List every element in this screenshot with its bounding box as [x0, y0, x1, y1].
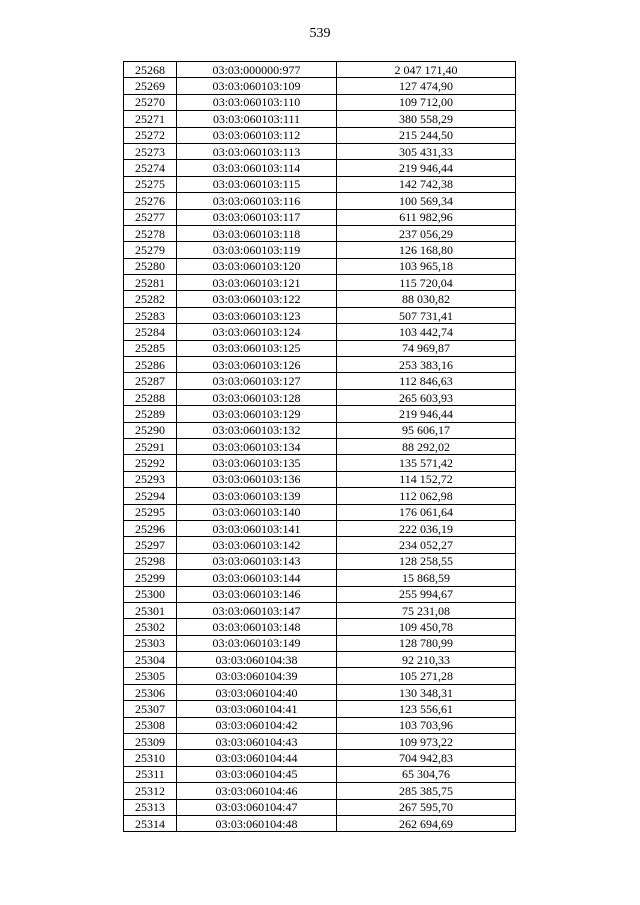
row-number-cell: 25272	[124, 127, 177, 143]
cadastral-number-cell: 03:03:060103:125	[177, 340, 337, 356]
table-row	[124, 684, 516, 700]
table-row	[124, 340, 516, 356]
row-number-cell: 25306	[124, 684, 177, 700]
value-cell: 128 780,99	[337, 635, 516, 651]
row-number-cell: 25275	[124, 176, 177, 192]
value-cell: 135 571,42	[337, 455, 516, 471]
table-row	[124, 734, 516, 750]
cadastral-number-cell: 03:03:060103:117	[177, 209, 337, 225]
cadastral-number-cell: 03:03:060103:110	[177, 94, 337, 110]
value-cell: 142 742,38	[337, 176, 516, 192]
cadastral-value-table	[123, 61, 516, 832]
value-cell: 253 383,16	[337, 357, 516, 373]
value-cell: 305 431,33	[337, 143, 516, 159]
table-row	[124, 143, 516, 159]
cadastral-number-cell: 03:03:060103:129	[177, 406, 337, 422]
value-cell: 74 969,87	[337, 340, 516, 356]
table-row	[124, 520, 516, 536]
row-number-cell: 25295	[124, 504, 177, 520]
row-number-cell: 25312	[124, 783, 177, 799]
row-number-cell: 25296	[124, 520, 177, 536]
cadastral-number-cell: 03:03:060103:126	[177, 357, 337, 373]
row-number-cell: 25305	[124, 668, 177, 684]
cadastral-number-cell: 03:03:060103:124	[177, 324, 337, 340]
row-number-cell: 25313	[124, 799, 177, 815]
cadastral-number-cell: 03:03:060103:118	[177, 225, 337, 241]
cadastral-number-cell: 03:03:060103:120	[177, 258, 337, 274]
row-number-cell: 25290	[124, 422, 177, 438]
value-cell: 115 720,04	[337, 275, 516, 291]
row-number-cell: 25286	[124, 357, 177, 373]
cadastral-number-cell: 03:03:060103:139	[177, 488, 337, 504]
value-cell: 109 712,00	[337, 94, 516, 110]
row-number-cell: 25274	[124, 160, 177, 176]
row-number-cell: 25293	[124, 471, 177, 487]
cadastral-number-cell: 03:03:060103:128	[177, 389, 337, 405]
table-row	[124, 619, 516, 635]
row-number-cell: 25307	[124, 701, 177, 717]
row-number-cell: 25279	[124, 242, 177, 258]
row-number-cell: 25280	[124, 258, 177, 274]
cadastral-number-cell: 03:03:060103:134	[177, 438, 337, 454]
table-row	[124, 209, 516, 225]
value-cell: 103 703,96	[337, 717, 516, 733]
table-row	[124, 291, 516, 307]
value-cell: 215 244,50	[337, 127, 516, 143]
value-cell: 2 047 171,40	[337, 62, 516, 78]
cadastral-number-cell: 03:03:060104:42	[177, 717, 337, 733]
table-row	[124, 504, 516, 520]
cadastral-number-cell: 03:03:060103:116	[177, 193, 337, 209]
cadastral-number-cell: 03:03:060103:119	[177, 242, 337, 258]
table-row	[124, 324, 516, 340]
table-row	[124, 160, 516, 176]
cadastral-number-cell: 03:03:060103:123	[177, 307, 337, 323]
row-number-cell: 25282	[124, 291, 177, 307]
cadastral-number-cell: 03:03:060103:148	[177, 619, 337, 635]
table-row	[124, 570, 516, 586]
value-cell: 237 056,29	[337, 225, 516, 241]
cadastral-number-cell: 03:03:060104:41	[177, 701, 337, 717]
cadastral-number-cell: 03:03:060104:46	[177, 783, 337, 799]
table-row	[124, 242, 516, 258]
row-number-cell: 25276	[124, 193, 177, 209]
table-row	[124, 553, 516, 569]
table-row	[124, 62, 516, 78]
row-number-cell: 25297	[124, 537, 177, 553]
row-number-cell: 25278	[124, 225, 177, 241]
row-number-cell: 25300	[124, 586, 177, 602]
value-cell: 507 731,41	[337, 307, 516, 323]
cadastral-number-cell: 03:03:060103:136	[177, 471, 337, 487]
value-cell: 176 061,64	[337, 504, 516, 520]
value-cell: 95 606,17	[337, 422, 516, 438]
page-number: 539	[309, 26, 331, 41]
value-cell: 109 450,78	[337, 619, 516, 635]
table-row	[124, 602, 516, 618]
table-row	[124, 78, 516, 94]
table-row	[124, 357, 516, 373]
table-row	[124, 389, 516, 405]
cadastral-number-cell: 03:03:060103:122	[177, 291, 337, 307]
cadastral-number-cell: 03:03:060103:111	[177, 111, 337, 127]
value-cell: 255 994,67	[337, 586, 516, 602]
value-cell: 112 846,63	[337, 373, 516, 389]
row-number-cell: 25284	[124, 324, 177, 340]
row-number-cell: 25269	[124, 78, 177, 94]
table-body	[124, 62, 516, 832]
row-number-cell: 25270	[124, 94, 177, 110]
cadastral-number-cell: 03:03:060103:144	[177, 570, 337, 586]
table-row	[124, 783, 516, 799]
value-cell: 234 052,27	[337, 537, 516, 553]
cadastral-number-cell: 03:03:060104:39	[177, 668, 337, 684]
value-cell: 128 258,55	[337, 553, 516, 569]
cadastral-number-cell: 03:03:060104:44	[177, 750, 337, 766]
value-cell: 75 231,08	[337, 602, 516, 618]
row-number-cell: 25299	[124, 570, 177, 586]
table-row	[124, 406, 516, 422]
row-number-cell: 25314	[124, 815, 177, 831]
table-row	[124, 471, 516, 487]
table-row	[124, 537, 516, 553]
row-number-cell: 25271	[124, 111, 177, 127]
cadastral-number-cell: 03:03:060103:114	[177, 160, 337, 176]
cadastral-number-cell: 03:03:060103:149	[177, 635, 337, 651]
cadastral-number-cell: 03:03:000000:977	[177, 62, 337, 78]
row-number-cell: 25309	[124, 734, 177, 750]
value-cell: 130 348,31	[337, 684, 516, 700]
row-number-cell: 25268	[124, 62, 177, 78]
value-cell: 127 474,90	[337, 78, 516, 94]
value-cell: 611 982,96	[337, 209, 516, 225]
value-cell: 103 442,74	[337, 324, 516, 340]
cadastral-number-cell: 03:03:060103:143	[177, 553, 337, 569]
table-row	[124, 586, 516, 602]
table-row	[124, 193, 516, 209]
value-cell: 219 946,44	[337, 160, 516, 176]
cadastral-number-cell: 03:03:060104:47	[177, 799, 337, 815]
table-row	[124, 225, 516, 241]
table-row	[124, 815, 516, 831]
table-row	[124, 799, 516, 815]
row-number-cell: 25294	[124, 488, 177, 504]
cadastral-number-cell: 03:03:060103:146	[177, 586, 337, 602]
table-row	[124, 176, 516, 192]
cadastral-number-cell: 03:03:060103:140	[177, 504, 337, 520]
cadastral-number-cell: 03:03:060103:142	[177, 537, 337, 553]
cadastral-number-cell: 03:03:060103:141	[177, 520, 337, 536]
table-row	[124, 635, 516, 651]
table-row	[124, 766, 516, 782]
value-cell: 92 210,33	[337, 652, 516, 668]
row-number-cell: 25311	[124, 766, 177, 782]
row-number-cell: 25308	[124, 717, 177, 733]
cadastral-number-cell: 03:03:060104:43	[177, 734, 337, 750]
cadastral-number-cell: 03:03:060103:121	[177, 275, 337, 291]
row-number-cell: 25283	[124, 307, 177, 323]
row-number-cell: 25301	[124, 602, 177, 618]
row-number-cell: 25273	[124, 143, 177, 159]
value-cell: 109 973,22	[337, 734, 516, 750]
table-row	[124, 750, 516, 766]
value-cell: 222 036,19	[337, 520, 516, 536]
table-row	[124, 373, 516, 389]
table-row	[124, 111, 516, 127]
cadastral-number-cell: 03:03:060103:135	[177, 455, 337, 471]
cadastral-number-cell: 03:03:060103:113	[177, 143, 337, 159]
cadastral-number-cell: 03:03:060103:112	[177, 127, 337, 143]
row-number-cell: 25298	[124, 553, 177, 569]
row-number-cell: 25291	[124, 438, 177, 454]
row-number-cell: 25277	[124, 209, 177, 225]
row-number-cell: 25303	[124, 635, 177, 651]
cadastral-number-cell: 03:03:060103:115	[177, 176, 337, 192]
value-cell: 219 946,44	[337, 406, 516, 422]
cadastral-number-cell: 03:03:060104:48	[177, 815, 337, 831]
table-row	[124, 127, 516, 143]
value-cell: 112 062,98	[337, 488, 516, 504]
value-cell: 123 556,61	[337, 701, 516, 717]
value-cell: 126 168,80	[337, 242, 516, 258]
value-cell: 114 152,72	[337, 471, 516, 487]
table-row	[124, 701, 516, 717]
row-number-cell: 25281	[124, 275, 177, 291]
cadastral-number-cell: 03:03:060103:109	[177, 78, 337, 94]
value-cell: 105 271,28	[337, 668, 516, 684]
value-cell: 262 694,69	[337, 815, 516, 831]
row-number-cell: 25288	[124, 389, 177, 405]
cadastral-number-cell: 03:03:060104:40	[177, 684, 337, 700]
table-row	[124, 275, 516, 291]
cadastral-number-cell: 03:03:060103:127	[177, 373, 337, 389]
table-row	[124, 652, 516, 668]
table-row	[124, 488, 516, 504]
table-row	[124, 258, 516, 274]
row-number-cell: 25289	[124, 406, 177, 422]
cadastral-number-cell: 03:03:060103:132	[177, 422, 337, 438]
row-number-cell: 25302	[124, 619, 177, 635]
row-number-cell: 25292	[124, 455, 177, 471]
value-cell: 285 385,75	[337, 783, 516, 799]
value-cell: 88 292,02	[337, 438, 516, 454]
table-row	[124, 717, 516, 733]
value-cell: 15 868,59	[337, 570, 516, 586]
cadastral-number-cell: 03:03:060104:38	[177, 652, 337, 668]
row-number-cell: 25304	[124, 652, 177, 668]
value-cell: 65 304,76	[337, 766, 516, 782]
value-cell: 380 558,29	[337, 111, 516, 127]
table-row	[124, 422, 516, 438]
table-row	[124, 94, 516, 110]
value-cell: 267 595,70	[337, 799, 516, 815]
value-cell: 100 569,34	[337, 193, 516, 209]
table-row	[124, 668, 516, 684]
table-row	[124, 438, 516, 454]
table-row	[124, 307, 516, 323]
table-row	[124, 455, 516, 471]
cadastral-number-cell: 03:03:060103:147	[177, 602, 337, 618]
cadastral-number-cell: 03:03:060104:45	[177, 766, 337, 782]
row-number-cell: 25285	[124, 340, 177, 356]
value-cell: 103 965,18	[337, 258, 516, 274]
row-number-cell: 25287	[124, 373, 177, 389]
value-cell: 88 030,82	[337, 291, 516, 307]
value-cell: 265 603,93	[337, 389, 516, 405]
row-number-cell: 25310	[124, 750, 177, 766]
value-cell: 704 942,83	[337, 750, 516, 766]
